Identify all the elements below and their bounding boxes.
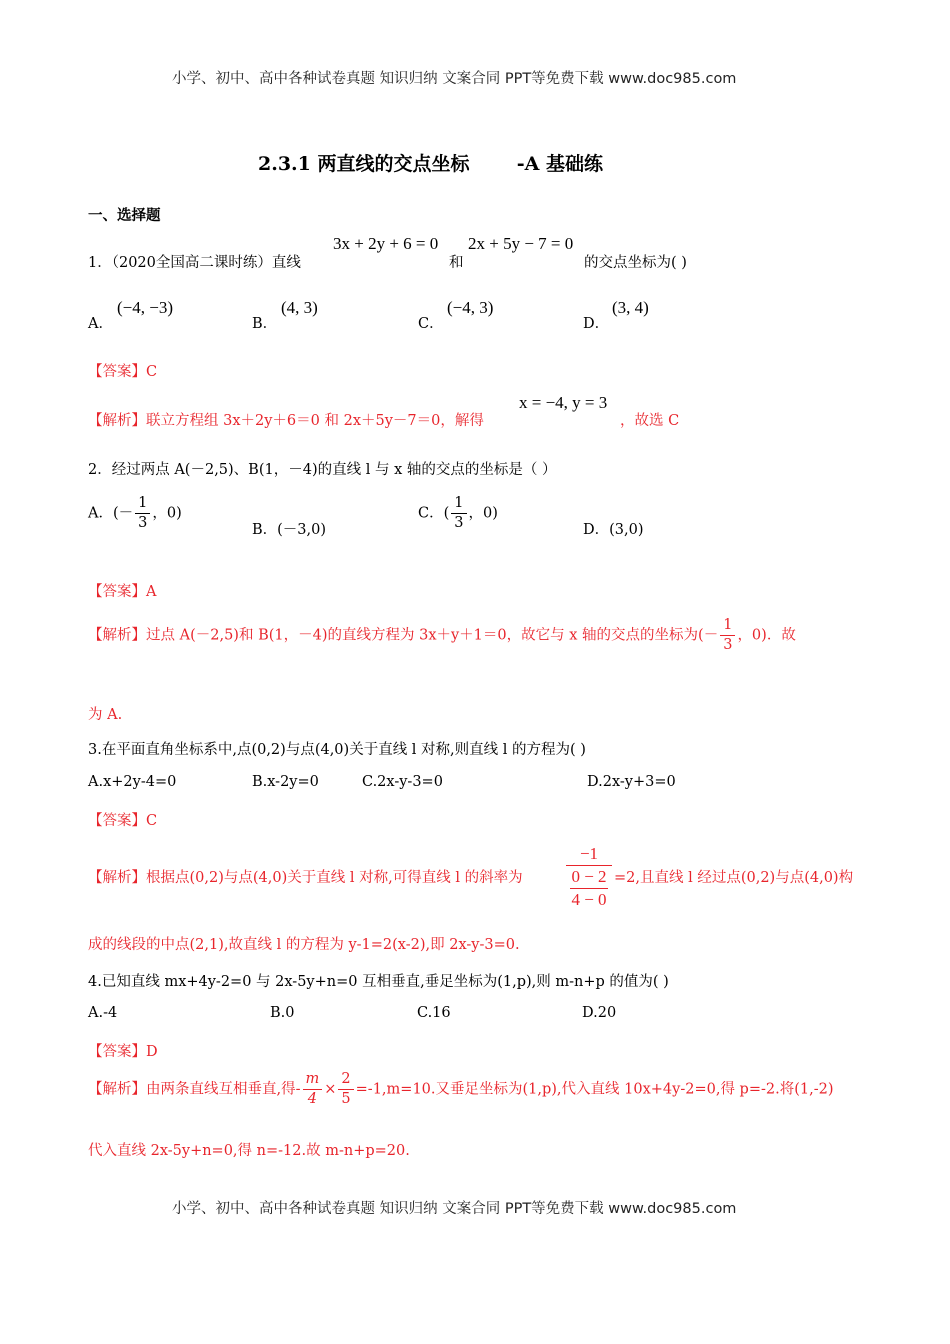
fraction-numerator: 2 (341, 1071, 351, 1087)
q4-answer: 【答案】D (88, 1044, 158, 1060)
q3-option-c: C.2x-y-3=0 (362, 774, 443, 790)
q3-option-d: D.2x-y+3=0 (587, 774, 676, 790)
q2-option-b: B．(－3,0) (252, 522, 327, 538)
q4-fraction-m-over-4 (303, 1070, 323, 1109)
q2-stem: 2．经过两点 A(－2,5)、B(1，－4)的直线 l 与 x 轴的交点的坐标是（ ） (88, 462, 557, 478)
q4-option-a: A.-4 (88, 1005, 118, 1021)
q1-analysis-text: 【解析】联立方程组 3x＋2y＋6＝0 和 2x＋5y－7＝0，解得 (88, 413, 484, 429)
fraction-denominator: 4 (303, 1089, 323, 1109)
q3-analysis-suffix: =2,且直线 l 经过点(0,2)与点(4,0)构 (614, 870, 854, 886)
slope-denominator-top: 0 − 2 (566, 865, 612, 888)
fraction-denominator: 5 (338, 1089, 353, 1109)
q1-option-b: (4, 3) (281, 298, 318, 317)
header-banner: 小学、初中、高中各种试卷真题 知识归纳 文案合同 PPT等免费下载 www.doc985.com (172, 71, 737, 87)
q4-stem: 4.已知直线 mx+4y-2=0 与 2x-5y+n=0 互相垂直,垂足坐标为(1,p),则 m-n+p 的值为( ) (88, 974, 669, 990)
q4-analysis-line2: 代入直线 2x-5y+n=0,得 n=-12.故 m-n+p=20. (88, 1143, 410, 1159)
q3-stem: 3.在平面直角坐标系中,点(0,2)与点(4,0)关于直线 l 对称,则直线 l 的方程为( ) (88, 742, 586, 758)
q3-slope-fraction (566, 843, 612, 911)
q1-option-c: (−4, 3) (447, 298, 494, 317)
fraction-numerator: 1 (454, 495, 464, 511)
doc-title (258, 149, 603, 176)
q3-option-a: A.x+2y-4=0 (88, 774, 177, 790)
q1-option-d-label: D． (583, 316, 610, 332)
q4-option-d: D.20 (582, 1005, 617, 1021)
q1-suffix: 的交点坐标为( ) (584, 255, 687, 271)
q2-analysis-line2: 为 A. (88, 707, 123, 723)
q2-analysis-post: ，0)．故 (737, 627, 796, 644)
q2-option-c-fraction (451, 494, 466, 533)
q1-option-b-label: B． (252, 316, 278, 332)
q2-option-a-fraction (135, 494, 150, 533)
q4-option-b: B.0 (270, 1005, 295, 1021)
fraction-denominator: 3 (135, 513, 150, 533)
q2-option-c (418, 494, 498, 533)
fraction-numerator: 1 (723, 617, 733, 633)
q4-fraction-2-over-5 (338, 1070, 353, 1109)
fraction-numerator: m (305, 1071, 320, 1087)
fraction-denominator: 3 (720, 635, 735, 655)
q1-option-c-label: C． (418, 316, 444, 332)
footer-banner: 小学、初中、高中各种试卷真题 知识归纳 文案合同 PPT等免费下载 www.doc985.com (172, 1201, 737, 1217)
q3-analysis-line2: 成的线段的中点(2,1),故直线 l 的方程为 y-1=2(x-2),即 2x-y-3=0. (88, 937, 520, 953)
fraction-denominator: 3 (451, 513, 466, 533)
q4-analysis-post: =-1,m=10.又垂足坐标为(1,p),代入直线 10x+4y-2=0,得 p=-2.将(1,-2) (355, 1081, 834, 1098)
q1-eq1: 3x + 2y + 6 = 0 (333, 234, 439, 253)
q2-option-c-pre: C．( (418, 505, 450, 522)
q3-answer: 【答案】C (88, 813, 158, 829)
q1-answer: 【答案】C (88, 364, 158, 380)
q1-option-d: (3, 4) (612, 298, 649, 317)
q2-option-c-post: ，0) (468, 505, 498, 522)
q3-analysis-text: 【解析】根据点(0,2)与点(4,0)关于直线 l 对称,可得直线 l 的斜率为 (88, 870, 523, 886)
q1-prefix: 1．（2020全国高二课时练）直线 (88, 255, 301, 271)
q2-option-a-pre: A．(－ (88, 505, 134, 522)
slope-numerator: −1 (579, 844, 599, 863)
q1-option-a: (−4, −3) (117, 298, 173, 317)
q2-answer: 【答案】A (88, 584, 157, 600)
q2-option-d: D．(3,0) (583, 522, 644, 538)
q1-eq2: 2x + 5y − 7 = 0 (468, 234, 574, 253)
section-heading: 一、选择题 (88, 207, 161, 224)
q4-analysis-pre: 【解析】由两条直线互相垂直,得- (88, 1081, 301, 1098)
fraction-numerator: 1 (138, 495, 148, 511)
q1-and: 和 (449, 255, 464, 271)
q2-analysis (88, 616, 796, 655)
q4-option-c: C.16 (417, 1005, 451, 1021)
q1-analysis-suffix: ，故选 C (620, 413, 680, 429)
q2-analysis-fraction (720, 616, 735, 655)
times-sign: × (324, 1081, 337, 1098)
slope-denominator-bottom: 4 − 0 (571, 890, 607, 909)
q1-option-a-label: A． (88, 316, 113, 332)
q2-analysis-pre: 【解析】过点 A(－2,5)和 B(1，－4)的直线方程为 3x＋y＋1＝0，故它与 x 轴的交点的坐标为(－ (88, 627, 719, 644)
q3-option-b: B.x-2y=0 (252, 774, 319, 790)
q2-option-a (88, 494, 182, 533)
title-main: 2.3.1 两直线的交点坐标 (258, 153, 470, 175)
q4-analysis (88, 1070, 834, 1109)
title-suffix: -A 基础练 (516, 153, 604, 175)
q1-analysis-math: x = −4, y = 3 (519, 393, 608, 412)
q2-option-a-post: ，0) (152, 505, 182, 522)
